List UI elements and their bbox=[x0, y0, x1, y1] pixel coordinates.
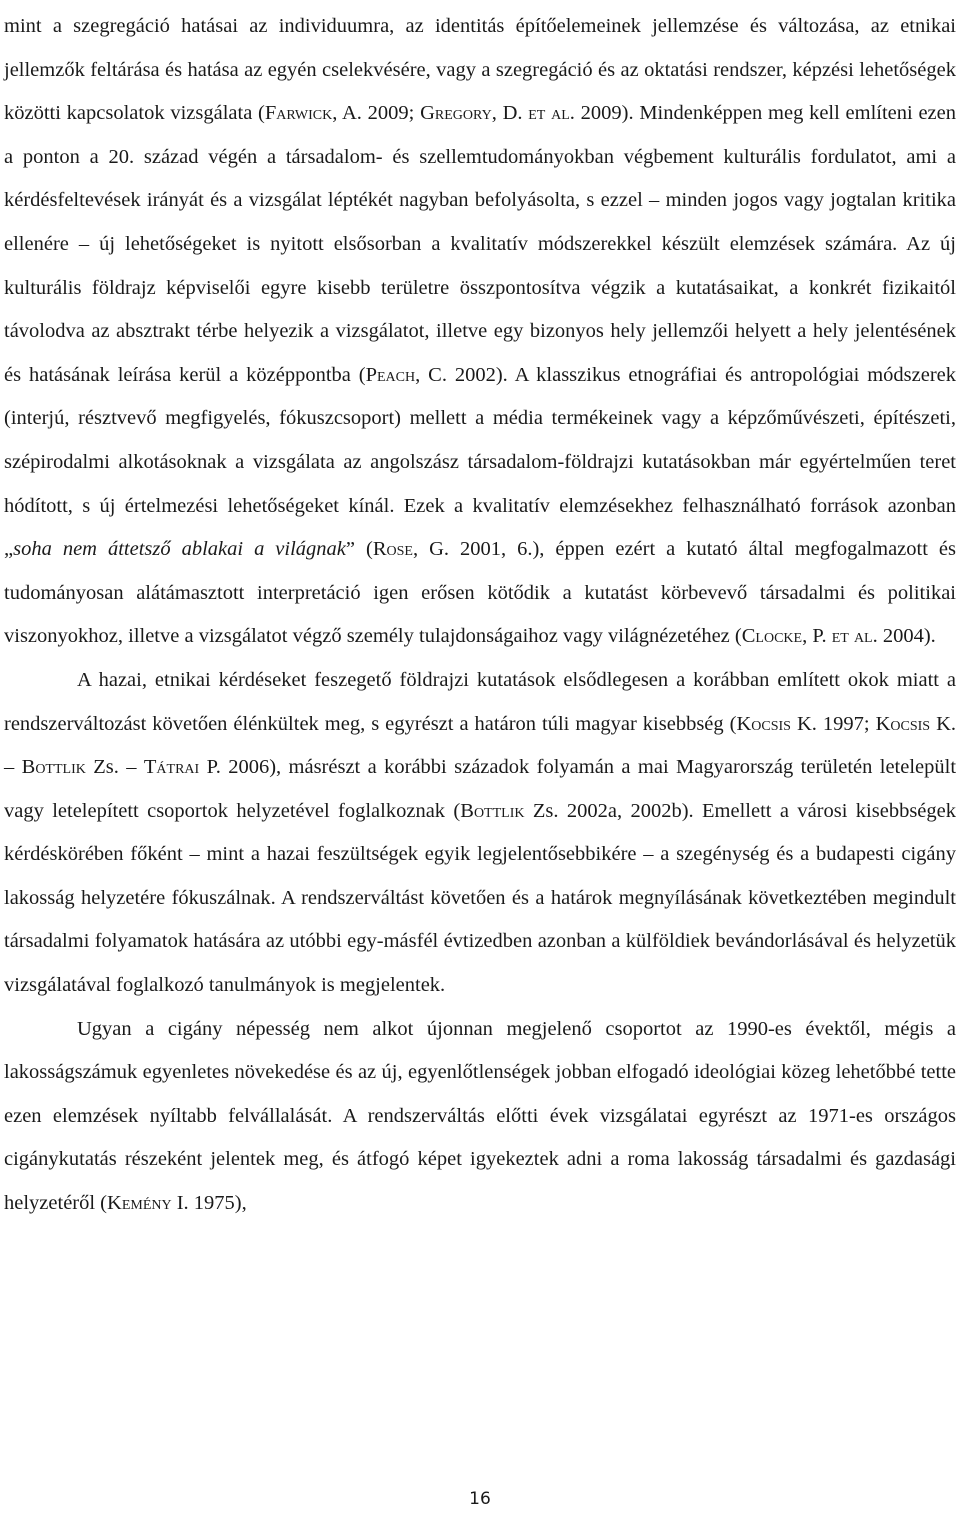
author-name: Kemény bbox=[107, 1192, 172, 1215]
paragraph bbox=[4, 659, 956, 1008]
author-name: Farwick bbox=[264, 102, 333, 125]
body-text bbox=[4, 5, 956, 1226]
text-run: P. 2006), másrészt a korábbi századok folyamán a mai Magyarország területén letelepült vagy letelepített csoportok helyzetével foglalkoznak ( bbox=[4, 756, 957, 822]
text-run: mint a szegregáció hatásai az individuumra, az identitás építőelemeinek jellemzése és változása, az etnikai jellemzők feltárása és hatása az egyén cselekvésére, vagy a szegregáció és az oktatási rendszer, képzési lehetőségek közötti kapcsolatok vizsgálata ( bbox=[4, 15, 956, 125]
author-name: Kocsis bbox=[875, 712, 931, 735]
text-run: Zs. – bbox=[85, 756, 144, 779]
author-name: Bottlik bbox=[21, 756, 86, 779]
author-name: Gregory bbox=[420, 102, 492, 125]
text-run: . 2009). Mindenképpen meg kell említeni ezen a ponton a 20. század végén a társadalom- és szellemtudományokban végbement kulturális fordulatot, ami a kérdésfeltevések irányát és a vizsgálat léptékét nagyban befolyásolta, s ezzel – minden jogos vagy jogtalan kritika ellenére – új lehetőségeket is nyitott elsősorban a kvalitatív módszerekkel készült elemzések számára. Az új kulturális földrajz képviselői egyre kisebb területre összpontosítva végzik a kutatásaikat, a konkrét fizikaitól távolodva az absztrakt térbe helyezik a vizsgálatot, illetve egy bizonyos hely jellemzői helyett a hely jelentésének és hatásának leírása kerül a középpontba ( bbox=[4, 102, 957, 386]
text-run: K. 1997; bbox=[790, 712, 876, 735]
text-run: , D. bbox=[491, 102, 529, 125]
text-run: A hazai, etnikai kérdéseket feszegető földrajzi kutatások elsődlegesen a korábban említett okok miatt a rendszerváltozást követően élénkültek meg, s egyrészt a határon túli magyar kisebbség ( bbox=[4, 668, 956, 735]
author-name: Clocke bbox=[741, 625, 803, 648]
paragraph bbox=[4, 5, 956, 659]
text-run: , G. 2001, 6.), éppen ezért a kutató által megfogalmazott és tudományosan alátámasztott interpretáció igen erősen kötődik a kutatást körbevevő társadalmi és politikai viszonyokhoz, illetve a vizsgálatot végző személy tulajdonságaihoz vagy világnézetéhez ( bbox=[4, 538, 956, 648]
text-run: , P. bbox=[802, 625, 832, 648]
author-name: et al bbox=[528, 102, 570, 125]
text-run: , C. 2002). A klasszikus etnográfiai és antropológiai módszerek (interjú, résztvevő megfigyelés, fókuszcsoport) mellett a média termékeinek vagy a képzőművészeti, építészeti, szépirodalmi alkotásoknak a vizsgálata az angolszász társadalom-földrajzi kutatásokban már egyértelműen teret hódított, s új értelmezési lehetőségeket kínál. Ezek a kvalitatív elemzésekhez felhasználható források azonban „ bbox=[4, 363, 957, 561]
text-run: K. – bbox=[4, 712, 956, 779]
text-run: , A. 2009; bbox=[332, 102, 421, 125]
text-run: Ugyan a cigány népesség nem alkot újonnan megjelenő csoportot az 1990-es évektől, mégis a lakosságszámuk egyenletes növekedése és az új, egyenlőtlenségek jobban elfogadó ideológiai közeg lehetőbbé tette ezen elemzések nyíltabb felvállalását. A rendszerváltás előtti évek vizsgálatai egyrészt az 1971-es országos cigánykutatás részeként jelentek meg, és átfogó képet igyekeztek adni a roma lakosság társadalmi és gazdasági helyzetéről ( bbox=[4, 1017, 956, 1215]
author-name: Bottlik bbox=[460, 799, 525, 822]
author-name: Rose bbox=[372, 538, 413, 561]
author-name: Kocsis bbox=[736, 712, 791, 735]
text-run: Zs. 2002a, 2002b). Emellett a városi kisebbségek kérdéskörében főként – mint a hazai feszültségek egyik legjelentősebbikére – a szegénység és a budapesti cigány lakosság helyzetére fókuszálnak. A rendszerváltást követően és a határok megnyílásának következtében megindult társadalmi folyamatok hatására az utóbbi egy-másfél évtizedben azonban a külföldiek bevándorlásával és helyzetük vizsgálatával foglalkozó tanulmányok is megjelentek. bbox=[4, 799, 956, 997]
text-run: I. 1975), bbox=[171, 1192, 247, 1215]
paragraph bbox=[4, 1008, 956, 1226]
text-run: ” ( bbox=[345, 538, 373, 561]
quotation: soha nem áttetsző ablakai a világnak bbox=[13, 538, 346, 561]
author-name: Tátrai bbox=[143, 756, 200, 779]
author-name: Peach bbox=[365, 363, 416, 386]
page-number: 16 bbox=[469, 1489, 491, 1509]
text-run: . 2004). bbox=[872, 625, 936, 648]
author-name: et al bbox=[831, 625, 873, 648]
